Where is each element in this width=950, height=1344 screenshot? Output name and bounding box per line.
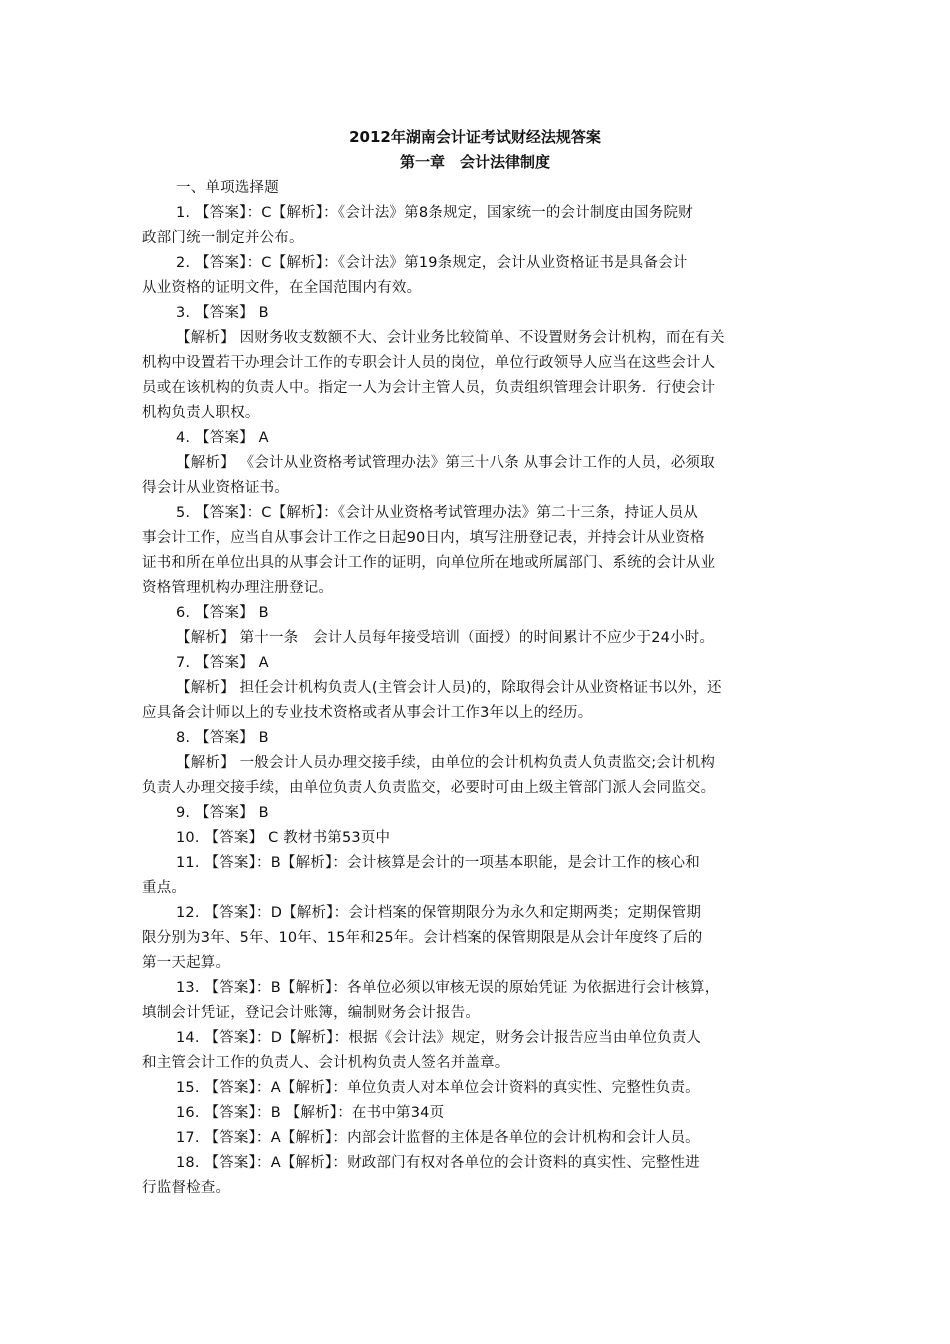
answer-line: 1. 【答案】：C【解析】：《会计法》第8条规定，国家统一的会计制度由国务院财 bbox=[176, 205, 693, 221]
analysis-line: 【解析】 担任会计机构负责人(主管会计人员)的，除取得会计从业资格证书以外，还 bbox=[176, 680, 722, 696]
text-line: 证书和所在单位出具的从事会计工作的证明，向单位所在地或所属部门、系统的会计从业 bbox=[142, 555, 716, 571]
answer-line: 12. 【答案】：D【解析】：会计档案的保管期限分为永久和定期两类；定期保管期 bbox=[176, 905, 702, 921]
text-line: 限分别为3年、5年、10年、15年和25年。会计档案的保管期限是从会计年度终了后的 bbox=[142, 930, 703, 946]
analysis-line: 【解析】 一般会计人员办理交接手续，由单位的会计机构负责人负责监交;会计机构 bbox=[176, 755, 716, 771]
text-line: 从业资格的证明文件，在全国范围内有效。 bbox=[142, 280, 422, 296]
answer-line: 5. 【答案】：C【解析】：《会计从业资格考试管理办法》第二十三条，持证人员从 bbox=[176, 505, 699, 521]
text-line: 第一天起算。 bbox=[142, 955, 231, 971]
analysis-line: 【解析】 第十一条 会计人员每年接受培训（面授）的时间累计不应少于24小时。 bbox=[176, 630, 715, 646]
chapter-heading: 第一章 会计法律制度 bbox=[399, 153, 550, 171]
text-line: 资格管理机构办理注册登记。 bbox=[142, 580, 334, 596]
answer-line: 13. 【答案】：B【解析】：各单位必须以审核无误的原始凭证 为依据进行会计核算， bbox=[176, 980, 720, 996]
text-line: 员或在该机构的负责人中。指定一人为会计主管人员，负责组织管理会计职务．行使会计 bbox=[142, 380, 716, 396]
text-line: 事会计工作，应当自从事会计工作之日起90日内，填写注册登记表，并持会计从业资格 bbox=[142, 530, 705, 546]
text-line: 机构中设置若干办理会计工作的专职会计人员的岗位，单位行政领导人应当在这些会计人 bbox=[142, 355, 716, 371]
answer-line: 15. 【答案】：A【解析】：单位负责人对本单位会计资料的真实性、完整性负责。 bbox=[176, 1080, 700, 1096]
text-line: 填制会计凭证，登记会计账簿，编制财务会计报告。 bbox=[142, 1005, 481, 1021]
text-line: 机构负责人职权。 bbox=[142, 405, 260, 421]
answer-line: 14. 【答案】：D【解析】：根据《会计法》规定，财务会计报告应当由单位负责人 bbox=[176, 1030, 702, 1046]
text-line: 重点。 bbox=[142, 880, 187, 896]
answer-line: 9. 【答案】 B bbox=[176, 805, 269, 821]
text-line: 得会计从业资格证书。 bbox=[142, 480, 289, 496]
analysis-line: 【解析】 因财务收支数额不大、会计业务比较简单、不设置财务会计机构，而在有关 bbox=[176, 330, 725, 346]
text-line: 应具备会计师以上的专业技术资格或者从事会计工作3年以上的经历。 bbox=[142, 705, 593, 721]
section-heading: 一、单项选择题 bbox=[176, 180, 279, 196]
answer-line: 2. 【答案】：C【解析】：《会计法》第19条规定，会计从业资格证书是具备会计 bbox=[176, 255, 688, 271]
document-title: 2012年湖南会计证考试财经法规答案 bbox=[349, 128, 601, 146]
answer-line: 18. 【答案】：A【解析】：财政部门有权对各单位的会计资料的真实性、完整性进 bbox=[176, 1155, 700, 1171]
answer-line: 6. 【答案】 B bbox=[176, 605, 269, 621]
answer-line: 4. 【答案】 A bbox=[176, 430, 269, 446]
text-line: 行监督检查。 bbox=[142, 1180, 231, 1196]
text-line: 和主管会计工作的负责人、会计机构负责人签名并盖章。 bbox=[142, 1055, 510, 1071]
answer-line: 7. 【答案】 A bbox=[176, 655, 269, 671]
analysis-line: 【解析】 《会计从业资格考试管理办法》第三十八条 从事会计工作的人员，必须取 bbox=[176, 455, 715, 471]
answer-line: 8. 【答案】 B bbox=[176, 730, 269, 746]
answer-line: 3. 【答案】 B bbox=[176, 305, 269, 321]
answer-line: 17. 【答案】：A【解析】：内部会计监督的主体是各单位的会计机构和会计人员。 bbox=[176, 1130, 700, 1146]
text-line: 政部门统一制定并公布。 bbox=[142, 230, 304, 246]
answer-line: 10. 【答案】 C 教材书第53页中 bbox=[176, 830, 391, 846]
text-line: 负责人办理交接手续，由单位负责人负责监交，必要时可由上级主管部门派人会同监交。 bbox=[142, 780, 716, 796]
answer-line: 16. 【答案】：B 【解析】：在书中第34页 bbox=[176, 1105, 445, 1121]
answer-line: 11. 【答案】：B【解析】：会计核算是会计的一项基本职能，是会计工作的核心和 bbox=[176, 855, 700, 871]
